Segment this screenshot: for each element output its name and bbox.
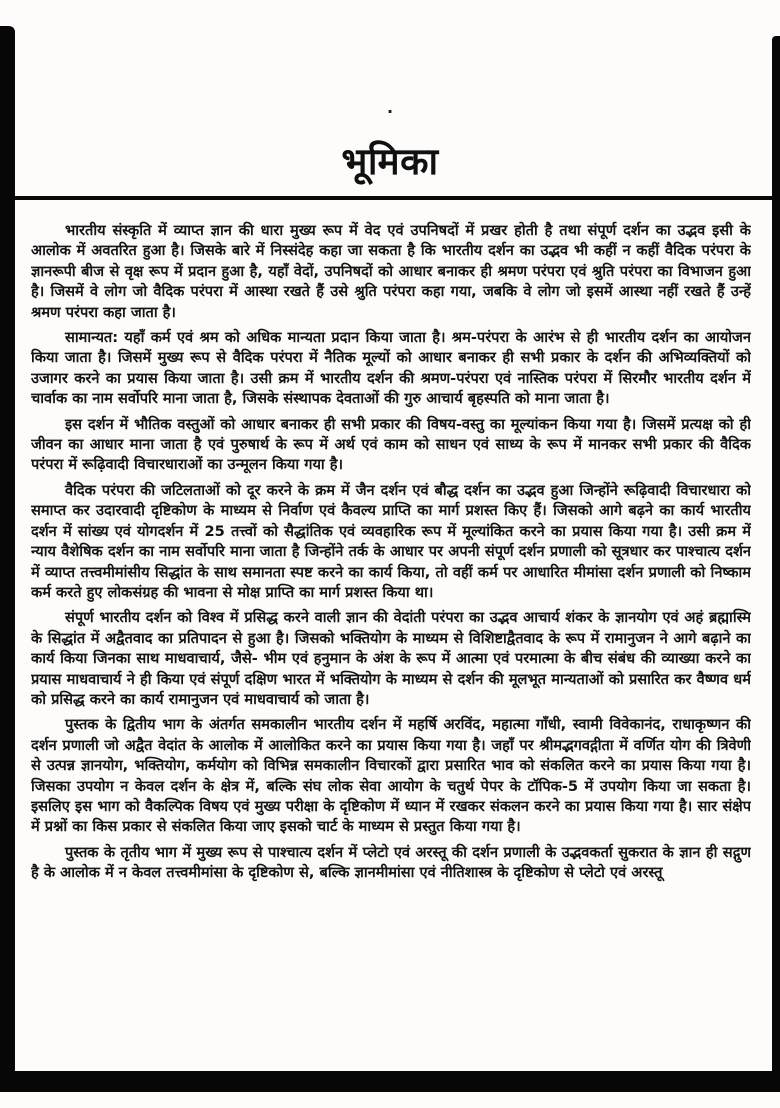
scan-edge-bottom bbox=[0, 1071, 780, 1092]
paragraph-1: भारतीय संस्कृति में व्याप्त ज्ञान की धारा मुख्य रूप में वेद एवं उपनिषदों में प्रखर होती है तथा संपूर्ण दर्शन का उद्भव इसी के आलोक में अवतरित हुआ है। जिसके बारे में निस्संदेह कहा जा सकता है कि भारतीय दर्शन का उद्भव भी कहीं न कहीं वैदिक परंपरा के ज्ञानरूपी बीज से वृक्ष रूप में प्रदान हुआ है, यहाँ वेदों, उपनिषदों को आधार बनाकर ही श्रमण परंपरा एवं श्रुति परंपरा का विभाजन हुआ है। जिसमें वे लोग जो वैदिक परंपरा में आस्था रखते हैं उसे श्रुति परंपरा कहा गया, जबकि वे लोग जो इसमें आस्था नहीं रखते हैं उन्हें श्रमण परंपरा कहा जाता है। bbox=[31, 222, 751, 321]
page-title: भूमिका bbox=[341, 140, 439, 183]
paragraph-4: वैदिक परंपरा की जटिलताओं को दूर करने के क्रम में जैन दर्शन एवं बौद्ध दर्शन का उद्भव हुआ जिन्होंने रूढ़िवादी विचारधारा को समाप्त कर उदारवादी दृष्टिकोण के माध्यम से निर्वाण एवं कैवल्य प्राप्ति का मार्ग प्रशस्त किए हैं। जिसको आगे बढ़ने का कार्य भारतीय दर्शन में सांख्य एवं योगदर्शन में 25 तत्त्वों को सैद्धांतिक एवं व्यवहारिक रूप में मूल्यांकित करने का प्रयास किया गया है। उसी क्रम में न्याय वैशेषिक दर्शन का नाम सर्वोपरि माना जाता है जिन्होंने तर्क के आधार पर अपनी संपूर्ण दर्शन प्रणाली को सूत्रधार कर पाश्चात्य दर्शन में व्याप्त तत्त्वमीमांसीय सिद्धांत के साथ समानता स्पष्ट करने का कार्य किया, तो वहीं कर्म पर आधारित मीमांसा दर्शन प्रणाली को निष्काम कर्म करते हुए लोकसंग्रह की भावना से मोक्ष प्राप्ति का मार्ग प्रशस्त किया था। bbox=[31, 481, 751, 601]
body-text bbox=[31, 221, 751, 1064]
scan-edge-right bbox=[772, 36, 780, 1092]
paragraph-6: पुस्तक के द्वितीय भाग के अंतर्गत समकालीन भारतीय दर्शन में महर्षि अरविंद, महात्मा गाँधी, स्वामी विवेकानंद, राधाकृष्णन की दर्शन प्रणाली जो अद्वैत वेदांत के आलोक में आलोकित करने का प्रयास किया गया है। जहाँ पर श्रीमद्भगवद्गीता में वर्णित योग की त्रिवेणी से उत्पन्न ज्ञानयोग, भक्तियोग, कर्मयोग को विभिन्न समकालीन विचारकों द्वारा प्रसारित भाव को संकलित करने का प्रयास किया गया है। जिसका उपयोग न केवल दर्शन के क्षेत्र में, बल्कि संघ लोक सेवा आयोग के चतुर्थ पेपर के टॉपिक-5 में उपयोग किया जा सकता है। इसलिए इस भाग को वैकल्पिक विषय एवं मुख्य परीक्षा के दृष्टिकोण में ध्यान में रखकर संकलन करने का प्रयास किया गया है। सार संक्षेप में प्रश्नों का किस प्रकार से संकलित किया जाए इसको चार्ट के माध्यम से प्रस्तुत किया गया है। bbox=[31, 716, 751, 836]
paragraph-2: सामान्यत: यहाँ कर्म एवं श्रम को अधिक मान्यता प्रदान किया जाता है। श्रम-परंपरा के आरंभ से ही भारतीय दर्शन का आयोजन किया जाता है। जिसमें मुख्य रूप से वैदिक परंपरा में नैतिक मूल्यों को आधार बनाकर ही सभी प्रकार के दर्शन की अभिव्यक्तियों को उजागर करने का प्रयास किया जाता है। उसी क्रम में भारतीय दर्शन की श्रमण-परंपरा एवं नास्तिक परंपरा में सिरमौर भारतीय दर्शन में चार्वाक का नाम सर्वोपरि माना जाता है, जिसके संस्थापक देवताओं की गुरु आचार्य बृहस्पति को माना जाता है। bbox=[31, 329, 751, 408]
scan-edge-left bbox=[0, 26, 15, 1092]
paragraph-7: पुस्तक के तृतीय भाग में मुख्य रूप से पाश्चात्य दर्शन में प्लेटो एवं अरस्तू की दर्शन प्रणाली के उद्भवकर्ता सुकरात के ज्ञान ही सद्गुण है के आलोक में न केवल तत्त्वमीमांसा के दृष्टिकोण से, बल्कि ज्ञानमीमांसा एवं नीतिशास्त्र के दृष्टिकोण से प्लेटो एवं अरस्तू bbox=[31, 843, 751, 882]
title-divider-rule bbox=[15, 196, 772, 200]
paragraph-5: संपूर्ण भारतीय दर्शन को विश्व में प्रसिद्ध करने वाली ज्ञान की वेदांती परंपरा का उद्भव आचार्य शंकर के ज्ञानयोग एवं अहं ब्रह्मास्मि के सिद्धांत में अद्वैतवाद का प्रतिपादन से हुआ है। जिसको भक्तियोग के माध्यम से विशिष्टाद्वैतवाद के रूप में रामानुजन ने आगे बढ़ाने का कार्य किया जिनका साथ माधवाचार्य, जैसे- भीम एवं हनुमान के अंश के रूप में आत्मा एवं परमात्मा के बीच संबंध की व्याख्या करने का प्रयास माधवाचार्य ने ही किया एवं संपूर्ण दक्षिण भारत में भक्तियोग के माध्यम से दर्शन की मूलभूत मान्यताओं को प्रसारित कर वैष्णव धर्म को प्रसिद्ध करने का कार्य रामानुजन एवं माधवाचार्य को जाता है। bbox=[31, 609, 751, 708]
paragraph-3: इस दर्शन में भौतिक वस्तुओं को आधार बनाकर ही सभी प्रकार की विषय-वस्तु का मूल्यांकन किया गया है। जिसमें प्रत्यक्ष को ही जीवन का आधार माना जाता है एवं पुरुषार्थ के रूप में अर्थ एवं काम को साधन एवं साध्य के रूप में मानकर सभी प्रकार की वैदिक परंपरा में रूढ़िवादी विचारधाराओं का उन्मूलन किया गया है। bbox=[31, 415, 751, 474]
ink-dot-artifact: . bbox=[386, 98, 394, 117]
